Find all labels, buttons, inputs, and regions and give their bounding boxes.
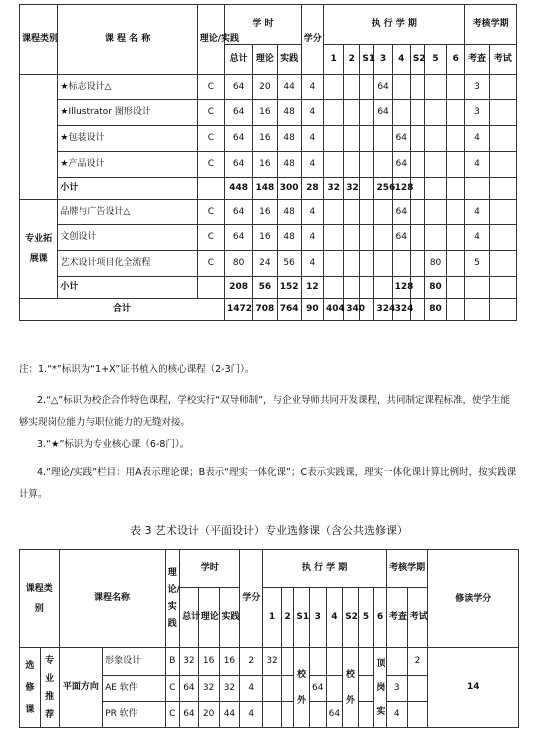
term-3-hours: 324: [374, 299, 392, 321]
header-exam-check: 考查: [386, 588, 407, 648]
course-name: 形象设计: [103, 648, 165, 676]
term-3-hours: 64: [374, 100, 392, 126]
term-5-hours: [424, 126, 446, 152]
course-name: AE 软件: [103, 676, 165, 702]
term-3-hours: [374, 225, 392, 251]
course-type: C: [197, 75, 224, 100]
header-total: 总计: [180, 588, 199, 648]
table-row: [20, 225, 517, 251]
header-practice: 实践: [219, 588, 240, 648]
term-1-hours: [263, 676, 282, 702]
course-name: ★Illustrator 图形设计: [58, 100, 197, 126]
course-theory: 16: [198, 648, 219, 676]
course-theory: 16: [253, 126, 277, 152]
course-total: 80: [225, 251, 253, 277]
total-row: [20, 299, 517, 321]
term-2-hours: 340: [344, 299, 360, 321]
course-theory: 32: [198, 676, 219, 702]
term-5-hours: 80: [424, 277, 446, 299]
term-4-hours: 64: [392, 200, 410, 225]
course-practice: 32: [219, 676, 240, 702]
school-out-s2: 校外: [343, 648, 359, 728]
exam-check: [386, 648, 407, 676]
header-term: 2: [281, 588, 293, 648]
subtotal-label: 小计: [58, 277, 197, 299]
course-type: C: [197, 126, 224, 152]
header-course-name: 课程名称: [59, 550, 165, 648]
course-theory: 20: [253, 75, 277, 100]
term-4-hours: 324: [392, 299, 410, 321]
course-total: 64: [225, 126, 253, 152]
term-5-hours: [424, 152, 446, 178]
term-5-hours: [424, 225, 446, 251]
subtotal-theory: 56: [253, 277, 277, 299]
subtotal-credits: 12: [301, 277, 323, 299]
course-credits: 4: [301, 251, 323, 277]
grand-total: 1472: [225, 299, 253, 321]
header-term: S2: [410, 45, 424, 75]
category-recommended: 专业推荐: [40, 648, 59, 728]
subtotal-row: [20, 277, 517, 299]
header-exam-test: 考试: [489, 45, 516, 75]
internship-label: 顶岗实: [374, 648, 387, 728]
course-name: ★包装设计: [58, 126, 197, 152]
course-credits: 2: [240, 648, 263, 676]
required-credits-value: 14: [428, 648, 519, 728]
course-total: 64: [225, 200, 253, 225]
course-type: C: [197, 251, 224, 277]
term-3-hours: 64: [309, 676, 326, 702]
course-type: B: [165, 648, 180, 676]
course-type: C: [197, 225, 224, 251]
course-theory: 16: [253, 152, 277, 178]
header-hours: 学 时: [225, 5, 302, 45]
term-1-hours: 32: [324, 178, 344, 200]
table-caption: 表 3 艺术设计（平面设计）专业选修课（含公共选修课）: [130, 524, 408, 537]
table-row: [20, 75, 517, 100]
term-5-hours: [424, 100, 446, 126]
header-term: 2: [344, 45, 360, 75]
term-3-hours: [374, 126, 392, 152]
course-practice: 48: [277, 126, 301, 152]
term-5-hours: [424, 75, 446, 100]
course-practice: 44: [277, 75, 301, 100]
category-extension: 专业拓展课: [20, 200, 58, 299]
course-total: 32: [180, 648, 199, 676]
course-theory: 20: [198, 702, 219, 728]
course-theory: 16: [253, 100, 277, 126]
grand-practice: 764: [277, 299, 301, 321]
exam-check: 4: [465, 126, 489, 152]
header-theory: 理论: [253, 45, 277, 75]
exam-check: 3: [386, 676, 407, 702]
subtotal-practice: 152: [277, 277, 301, 299]
note-4: 4.“理论/实践”栏目：用A表示理论课；B表示“理实一体化课”；C表示实践课，理实一体化课计算比例时，按实践课计算。: [19, 467, 517, 500]
course-total: 64: [180, 702, 199, 728]
header-term: 4: [392, 45, 410, 75]
exam-test: [407, 676, 428, 702]
header-assessment: 考核学期: [465, 5, 517, 45]
exam-check: 3: [465, 75, 489, 100]
course-total: 64: [225, 100, 253, 126]
term-4-hours: 128: [392, 178, 410, 200]
elective-courses-table: [19, 549, 519, 728]
header-schedule: 执 行 学 期: [263, 550, 387, 588]
header-practice: 实践: [277, 45, 301, 75]
header-total: 总计: [225, 45, 253, 75]
course-practice: 48: [277, 200, 301, 225]
header-category: 课程类别: [20, 550, 60, 648]
exam-check: 4: [465, 200, 489, 225]
header-exam-check: 考查: [465, 45, 489, 75]
course-type: C: [197, 200, 224, 225]
category-elective: 选修课: [20, 648, 41, 728]
table-row: [20, 100, 517, 126]
table-row: [20, 648, 519, 676]
course-total: 64: [225, 225, 253, 251]
direction-label: 平面方向: [59, 648, 103, 728]
header-theory: 理论: [198, 588, 219, 648]
course-total: 64: [180, 676, 199, 702]
header-theory-practice: 理论/实践: [165, 550, 180, 648]
term-3-hours: [309, 648, 326, 676]
table-row: [20, 152, 517, 178]
course-practice: 16: [219, 648, 240, 676]
header-term: 3: [309, 588, 326, 648]
exam-check: 4: [386, 702, 407, 728]
note-3: 3.“★”标识为专业核心课（6-8门）。: [37, 439, 190, 450]
term-2-hours: 32: [344, 178, 360, 200]
header-term: 6: [447, 45, 465, 75]
grand-credits: 90: [301, 299, 323, 321]
course-credits: 4: [301, 100, 323, 126]
course-type: C: [165, 676, 180, 702]
header-term: 1: [324, 45, 344, 75]
subtotal-credits: 28: [301, 178, 323, 200]
header-term: S1: [294, 588, 310, 648]
term-4-hours: 64: [326, 702, 343, 728]
note-2: 2.“△”标识为校企合作特色课程，学校实行“双导师制”，与企业导师共同开发课程，共同制定课程标准，使学生能够实现岗位能力与职位能力的无缝对接。: [19, 395, 511, 428]
table-row: [20, 251, 517, 277]
term-3-hours: [309, 702, 326, 728]
course-name: PR 软件: [103, 702, 165, 728]
grand-theory: 708: [253, 299, 277, 321]
exam-check: 4: [465, 225, 489, 251]
term-3-hours: 256: [374, 178, 392, 200]
header-credits: 学分: [301, 5, 323, 75]
course-practice: 56: [277, 251, 301, 277]
term-1-hours: 32: [263, 648, 282, 676]
course-theory: 24: [253, 251, 277, 277]
course-practice: 48: [277, 152, 301, 178]
course-name: 品牌与广告设计△: [58, 200, 197, 225]
term-4-hours: 128: [392, 277, 410, 299]
term-4-hours: 64: [392, 152, 410, 178]
term-5-hours: 80: [424, 299, 446, 321]
course-type: C: [197, 152, 224, 178]
course-credits: 4: [240, 676, 263, 702]
table-row: [20, 200, 517, 225]
term-3-hours: 64: [374, 75, 392, 100]
exam-test: [407, 702, 428, 728]
course-theory: 16: [253, 200, 277, 225]
course-total: 64: [225, 152, 253, 178]
header-theory-practice: 理论/实践: [197, 5, 224, 75]
header-term: 5: [358, 588, 374, 648]
term-3-hours: [374, 200, 392, 225]
course-name: ★标志设计△: [58, 75, 197, 100]
required-courses-table: [19, 4, 517, 321]
term-3-hours: [374, 152, 392, 178]
subtotal-total: 208: [225, 277, 253, 299]
course-practice: 48: [277, 100, 301, 126]
header-category: 课程类别: [20, 5, 58, 75]
term-4-hours: [326, 648, 343, 676]
term-4-hours: [392, 100, 410, 126]
header-schedule: 执 行 学 期: [324, 5, 465, 45]
course-credits: 4: [240, 702, 263, 728]
table-row: [20, 126, 517, 152]
term-3-hours: [374, 251, 392, 277]
subtotal-theory: 148: [253, 178, 277, 200]
header-exam-test: 考试: [407, 588, 428, 648]
term-4-hours: [392, 251, 410, 277]
subtotal-label: 小计: [58, 178, 197, 200]
course-theory: 16: [253, 225, 277, 251]
course-practice: 44: [219, 702, 240, 728]
course-name: 文创设计: [58, 225, 197, 251]
subtotal-practice: 300: [277, 178, 301, 200]
note-1: 注：1.“*”标识为“1+X”证书植入的核心课程（2-3门）。: [19, 364, 255, 375]
header-course-name: 课 程 名 称: [58, 5, 197, 75]
course-type: C: [165, 702, 180, 728]
term-4-hours: 64: [392, 126, 410, 152]
school-out-s1: 校外: [294, 648, 310, 728]
course-name: 艺术设计项目化全流程: [58, 251, 197, 277]
course-total: 64: [225, 75, 253, 100]
term-5-hours: 80: [424, 251, 446, 277]
course-type: C: [197, 100, 224, 126]
header-term: S2: [343, 588, 359, 648]
header-term: 4: [326, 588, 343, 648]
total-label: 合计: [20, 299, 225, 321]
exam-check: 3: [465, 100, 489, 126]
header-term: 5: [424, 45, 446, 75]
header-required-credits: 修读学分: [428, 550, 519, 648]
subtotal-total: 448: [225, 178, 253, 200]
term-4-hours: [326, 676, 343, 702]
exam-check: 4: [465, 152, 489, 178]
course-credits: 4: [301, 152, 323, 178]
header-credits: 学分: [240, 550, 263, 648]
course-credits: 4: [301, 75, 323, 100]
course-practice: 48: [277, 225, 301, 251]
term-1-hours: [263, 702, 282, 728]
course-credits: 4: [301, 126, 323, 152]
header-term: S1: [360, 45, 374, 75]
subtotal-row: [20, 178, 517, 200]
header-hours: 学时: [180, 550, 240, 588]
term-4-hours: [392, 75, 410, 100]
term-1-hours: 404: [324, 299, 344, 321]
header-assessment: 考核学期: [386, 550, 428, 588]
header-term: 1: [263, 588, 282, 648]
exam-check: 5: [465, 251, 489, 277]
term-4-hours: 64: [392, 225, 410, 251]
header-term: 6: [374, 588, 387, 648]
course-credits: 4: [301, 200, 323, 225]
term-5-hours: [424, 200, 446, 225]
course-name: ★产品设计: [58, 152, 197, 178]
header-term: 3: [374, 45, 392, 75]
category-cell: [20, 75, 58, 200]
course-credits: 4: [301, 225, 323, 251]
exam-test: 2: [407, 648, 428, 676]
